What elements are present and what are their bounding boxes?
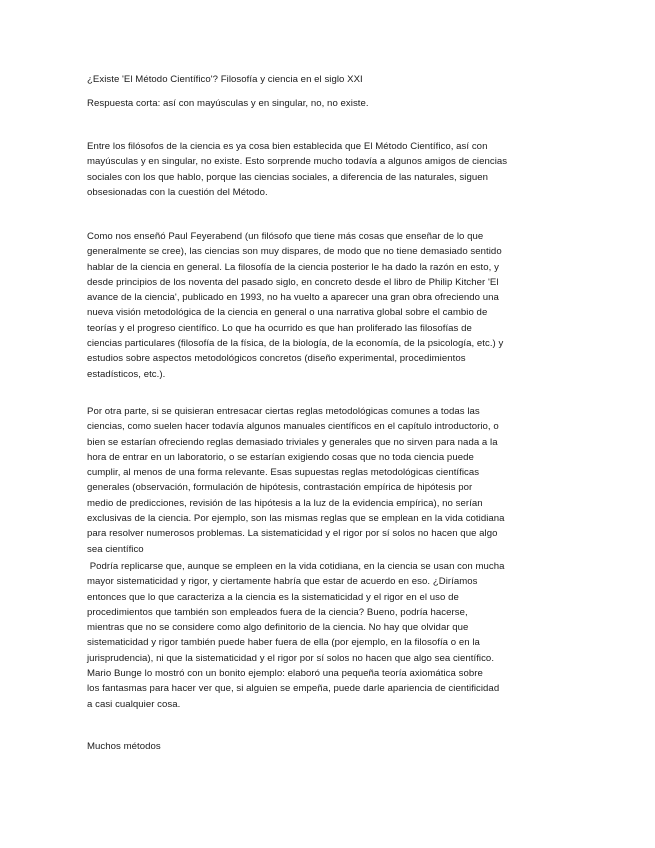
paragraph-line: medio de predicciones, revisión de las hipótesis a la luz de la evidencia empírica), no serían [87, 497, 483, 509]
paragraph-line: bien se estarían ofreciendo reglas demasiado triviales y generales que no sirven para nada a la [87, 436, 498, 448]
paragraph-line: para resolver numerosos problemas. La sistematicidad y el rigor por sí solos no hacen que algo [87, 528, 498, 540]
paragraph-line: mayúsculas y en singular, no existe. Esto sorprende mucho todavía a algunos amigos de ciencias [87, 156, 508, 168]
paragraph-line: a casi cualquier cosa. [87, 698, 181, 710]
paragraph-line: sea científico [87, 543, 144, 555]
paragraph-line: sistematicidad y rigor también puede haber fuera de ella (por ejemplo, en la filosofía o en la [87, 637, 480, 649]
paragraph-line: hablar de la ciencia en general. La filosofía de la ciencia posterior le ha dado la razón en esto, y [87, 261, 499, 273]
paragraph-line: procedimientos que también son empleados fuera de la ciencia? Bueno, podría hacerse, [87, 606, 468, 618]
subheading-text: Muchos métodos [87, 741, 161, 752]
paragraph-line: los fantasmas para hacer ver que, si alguien se empeña, puede darle apariencia de cientificidad [87, 683, 500, 695]
short-answer [87, 96, 519, 111]
paragraph-line: nueva visión metodológica de la ciencia en general o una narrativa global sobre el cambio de [87, 307, 488, 319]
paragraph-line: exclusivas de la ciencia. Por ejemplo, son las mismas reglas que se emplean en la vida cotidiana [87, 513, 505, 525]
paragraph-line: estudios sobre aspectos metodológicos concretos (diseño experimental, procedimientos [87, 353, 466, 365]
paragraph-3 [87, 404, 519, 557]
paragraph-line: Mario Bunge lo mostró con un bonito ejemplo: elaboró una pequeña teoría axiomática sobre [87, 668, 483, 680]
paragraph-line: Podría replicarse que, aunque se empleen en la vida cotidiana, en la ciencia se usan con mucha [87, 561, 505, 572]
paragraph-line: Entre los filósofos de la ciencia es ya cosa bien establecida que El Método Científico, así con [87, 141, 488, 152]
paragraph-line: teorías y el progreso científico. Lo que ha ocurrido es que han proliferado las filosofías de [87, 322, 472, 334]
paragraph-line: estadísticos, etc.). [87, 368, 166, 380]
paragraph-line: obsesionadas con la cuestión del Método. [87, 186, 268, 198]
paragraph-line: hora de entrar en un laboratorio, o se estarían exigiendo cosas que no toda ciencia puede [87, 451, 474, 463]
paragraph-line: Como nos enseñó Paul Feyerabend (un filósofo que tiene más cosas que enseñar de lo que [87, 231, 484, 242]
paragraph-line: generalmente se cree), las ciencias son muy dispares, de modo que no tiene demasiado sentido [87, 246, 502, 258]
paragraph-line: jurisprudencia), ni que la sistematicidad y el rigor por sí solos no hacen que algo sea científico. [87, 652, 495, 664]
paragraph-line: sociales con los que hablo, porque las ciencias sociales, a diferencia de las naturales, siguen [87, 171, 488, 183]
paragraph-line: ciencias, como suelen hacer todavía algunos manuales científicos en el capítulo introductorio, o [87, 421, 499, 433]
short-answer-text: Respuesta corta: así con mayúsculas y en singular, no, no existe. [87, 98, 369, 109]
paragraph-line: mientras que no se considere como algo definitorio de la ciencia. No hay que olvidar que [87, 622, 469, 634]
paragraph-line: avance de la ciencia', publicado en 1993, no ha vuelto a aparecer una gran obra ofreciendo una [87, 292, 499, 304]
document-title [87, 72, 519, 87]
paragraph-line: ciencias particulares (filosofía de la física, de la biología, de la economía, de la psicología, etc.) y [87, 338, 504, 350]
paragraph-1 [87, 139, 519, 200]
paragraph-line: generales (observación, formulación de hipótesis, contrastación empírica de hipótesis por [87, 482, 473, 494]
paragraph-4 [87, 559, 519, 712]
title-text: ¿Existe 'El Método Científico'? Filosofía y ciencia en el siglo XXI [87, 74, 363, 85]
paragraph-line: desde principios de los noventa del pasado siglo, en concreto desde el libro de Philip Kitcher 'El [87, 276, 499, 288]
paragraph-line: cumplir, al menos de una forma relevante. Esas supuestas reglas metodológicas científicas [87, 467, 480, 479]
section-subheading [87, 739, 519, 754]
paragraph-2 [87, 229, 519, 382]
paragraph-line: Por otra parte, si se quisieran entresacar ciertas reglas metodológicas comunes a todas las [87, 406, 480, 417]
paragraph-line: mayor sistematicidad y rigor, y ciertamente habría que estar de acuerdo en eso. ¿Diríamos [87, 576, 478, 588]
paragraph-line: entonces que lo que caracteriza a la ciencia es la sistematicidad y el rigor en el uso de [87, 591, 459, 603]
